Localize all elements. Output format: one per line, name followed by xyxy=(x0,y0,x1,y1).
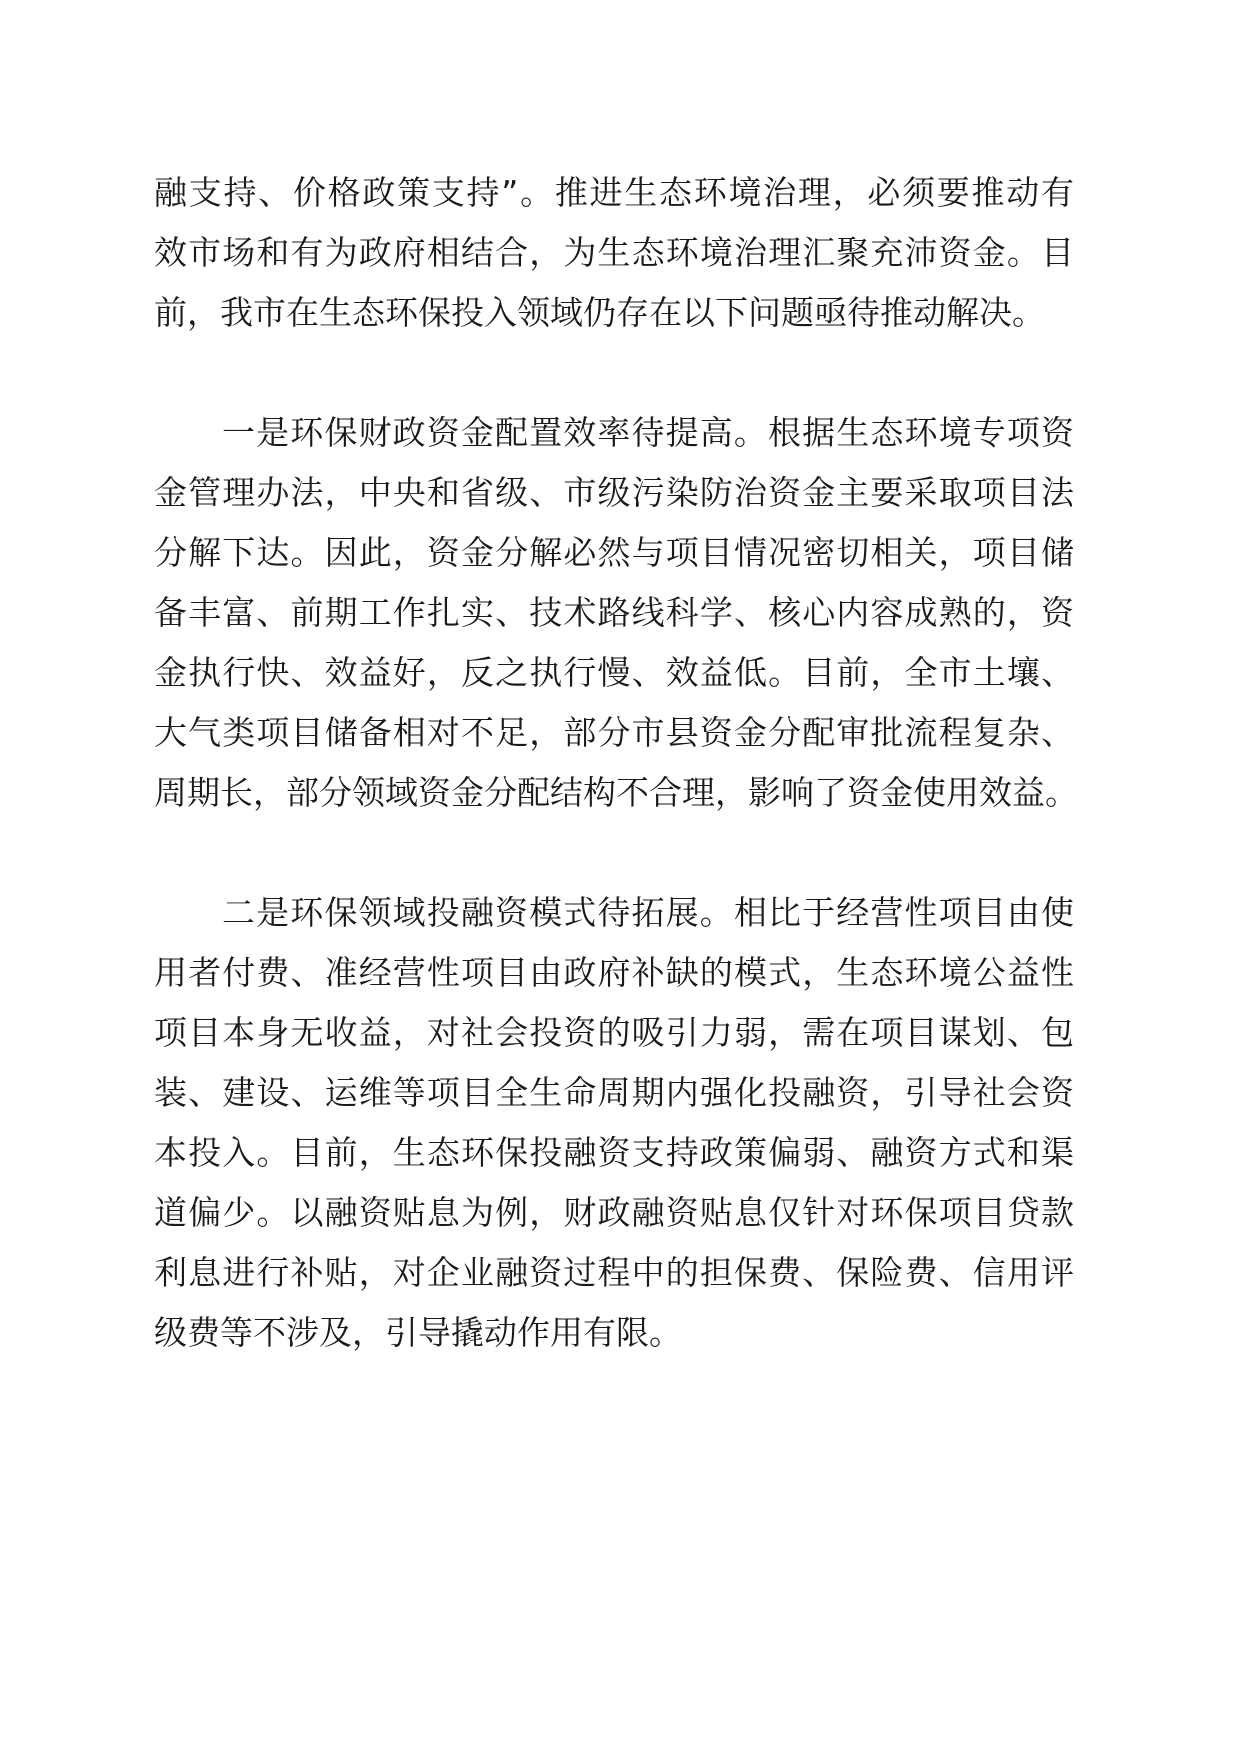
text-line: 前，我市在生态环保投入领域仍存在以下问题亟待推动解决。 xyxy=(154,293,1045,332)
text-line: 级费等不涉及，引导撬动作用有限。 xyxy=(154,1313,682,1352)
text-line: 道偏少。以融资贴息为例，财政融资贴息仅针对环保项目贷款 xyxy=(154,1193,1074,1232)
text-line: 效市场和有为政府相结合，为生态环境治理汇聚充沛资金。目 xyxy=(154,233,1074,272)
text-line: 利息进行补贴，对企业融资过程中的担保费、保险费、信用评 xyxy=(154,1253,1074,1292)
text-line: 金执行快、效益好，反之执行慢、效益低。目前，全市土壤、 xyxy=(154,653,1074,692)
text-line: 金管理办法，中央和省级、市级污染防治资金主要采取项目法 xyxy=(154,473,1074,512)
text-line: 本投入。目前，生态环保投融资支持政策偏弱、融资方式和渠 xyxy=(154,1133,1074,1172)
text-line: 一是环保财政资金配置效率待提高。根据生态环境专项资 xyxy=(222,413,1074,452)
text-line: 融支持、价格政策支持”。推进生态环境治理，必须要推动有 xyxy=(154,173,1074,212)
text-line: 周期长，部分领域资金分配结构不合理，影响了资金使用效益。 xyxy=(154,773,1078,812)
text-line: 项目本身无收益，对社会投资的吸引力弱，需在项目谋划、包 xyxy=(154,1013,1074,1052)
text-line: 用者付费、准经营性项目由政府补缺的模式，生态环境公益性 xyxy=(154,953,1074,992)
text-line: 分解下达。因此，资金分解必然与项目情况密切相关，项目储 xyxy=(154,533,1074,572)
text-line: 二是环保领域投融资模式待拓展。相比于经营性项目由使 xyxy=(222,893,1074,932)
text-line: 备丰富、前期工作扎实、技术路线科学、核心内容成熟的，资 xyxy=(154,593,1074,632)
text-line: 装、建设、运维等项目全生命周期内强化投融资，引导社会资 xyxy=(154,1073,1074,1112)
text-line: 大气类项目储备相对不足，部分市县资金分配审批流程复杂、 xyxy=(154,713,1074,752)
